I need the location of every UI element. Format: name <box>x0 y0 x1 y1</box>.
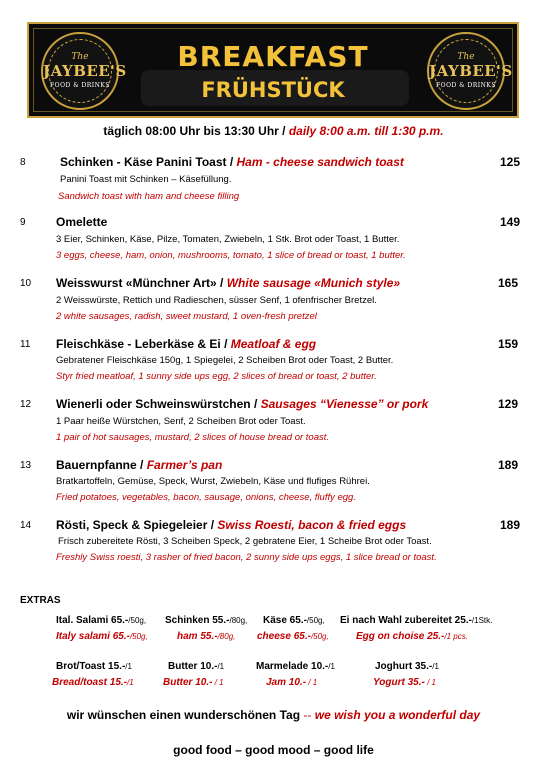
menu-subtitle: FRÜHSTÜCK <box>201 78 345 102</box>
logo-line1: The <box>457 52 475 62</box>
item-price: 189 <box>498 458 519 472</box>
item-desc-en: Styr fried meatloaf, 1 sunny side ups egg, 2 slices of bread or toast, 2 butter. <box>56 371 377 382</box>
wish-de: wir wünschen einen wunderschönen Tag <box>66 708 301 722</box>
extra-item-en: Butter 10.- / 1 <box>163 677 224 688</box>
item-title <box>56 215 107 229</box>
extra-item: Käse 65.-/50g, <box>263 615 325 626</box>
logo-line3: FOOD & DRINKS <box>435 82 496 89</box>
item-title <box>56 276 400 290</box>
item-desc-en: Sandwich toast with ham and cheese filling <box>58 191 240 202</box>
item-title-en: Meatloaf & egg <box>230 337 317 351</box>
item-desc-en: 2 white sausages, radish, sweet mustard, 1 oven-fresh pretzel <box>56 311 317 322</box>
wish-separator: -- <box>303 708 312 722</box>
hours-en: daily 8:00 a.m. till 1:30 p.m. <box>288 124 444 138</box>
item-title <box>60 155 404 169</box>
extra-item: Marmelade 10.-/1 <box>256 661 335 672</box>
item-title <box>56 518 406 532</box>
item-price: 129 <box>498 397 519 411</box>
item-desc-de: 1 Paar heiße Würstchen, Senf, 2 Scheiben Brot oder Toast. <box>56 416 306 427</box>
item-title-en: White sausage «Munich style» <box>226 276 401 290</box>
wish-en: we wish you a wonderful day <box>314 708 481 722</box>
item-price: 189 <box>500 518 521 532</box>
item-desc-de: 2 Weisswürste, Rettich und Radieschen, süsser Senf, 1 ofenfrischer Bretzel. <box>56 295 377 306</box>
item-title-en: Sausages “Vienesse” or pork <box>260 397 429 411</box>
item-title <box>56 397 428 411</box>
hours-de: täglich 08:00 Uhr bis 13:30 Uhr / <box>103 124 286 138</box>
logo-line2: JAYBEE'S <box>429 62 513 80</box>
extra-item: Butter 10.-/1 <box>168 661 225 672</box>
extra-item: Brot/Toast 15.-/1 <box>56 661 132 672</box>
item-desc-de: Bratkartoffeln, Gemüse, Speck, Wurst, Zwiebeln, Käse und flufiges Rührei. <box>56 476 370 487</box>
item-desc-de: Frisch zubereitete Rösti, 3 Scheiben Speck, 2 gebratene Eier, 1 Scheibe Brot oder Toast. <box>58 536 432 547</box>
item-number: 9 <box>20 217 26 228</box>
opening-hours <box>0 124 547 138</box>
item-number: 10 <box>20 278 32 289</box>
item-desc-de: Panini Toast mit Schinken – Käsefüllung. <box>60 174 232 185</box>
item-price: 159 <box>498 337 519 351</box>
item-title-en: Swiss Roesti, bacon & fried eggs <box>217 518 407 532</box>
item-price: 125 <box>500 155 521 169</box>
item-title-de: Schinken - Käse Panini Toast / <box>60 155 234 169</box>
extra-item-en: Bread/toast 15.-/1 <box>52 677 134 688</box>
item-number: 14 <box>20 520 32 531</box>
logo-line1: The <box>71 52 89 62</box>
extra-item-en: Italy salami 65.-/50g, <box>56 631 148 642</box>
extra-item-en: Yogurt 35.- / 1 <box>373 677 436 688</box>
jaybees-logo-right <box>427 32 513 110</box>
item-desc-en: Fried potatoes, vegetables, bacon, sausage, onions, cheese, fluffy egg. <box>56 492 356 503</box>
item-number: 12 <box>20 399 32 410</box>
item-number: 11 <box>20 339 31 350</box>
extras-heading: EXTRAS <box>20 595 61 606</box>
extra-item: Schinken 55.-/80g, <box>165 615 248 626</box>
item-title-de: Omelette <box>56 215 108 229</box>
item-price: 149 <box>500 215 521 229</box>
extra-item-en: cheese 65.-/50g, <box>257 631 329 642</box>
item-title <box>56 458 222 472</box>
extra-item-en: Jam 10.- / 1 <box>266 677 318 688</box>
item-title-de: Bauernpfanne / <box>56 458 144 472</box>
item-number: 13 <box>20 460 32 471</box>
extra-item: Joghurt 35.-/1 <box>375 661 439 672</box>
item-price: 165 <box>498 276 519 290</box>
header-banner <box>27 22 519 118</box>
extra-item: Ital. Salami 65.-/50g, <box>56 615 147 626</box>
extra-item-en: ham 55.-/80g, <box>177 631 236 642</box>
logo-line3: FOOD & DRINKS <box>49 82 110 89</box>
item-desc-de: 3 Eier, Schinken, Käse, Pilze, Tomaten, Zwiebeln, 1 Stk. Brot oder Toast, 1 Butter. <box>56 234 400 245</box>
item-title-de: Fleischkäse - Leberkäse & Ei / <box>56 337 228 351</box>
item-title <box>56 337 316 351</box>
footer-motto: good food – good mood – good life <box>173 743 374 757</box>
logo-line2: JAYBEE'S <box>43 62 127 80</box>
item-desc-de: Gebratener Fleischkäse 150g, 1 Spiegelei, 2 Scheiben Brot oder Toast, 2 Butter. <box>56 355 394 366</box>
extra-item: Ei nach Wahl zubereitet 25.-/1Stk. <box>340 615 493 626</box>
menu-title: BREAKFAST <box>177 40 369 73</box>
item-title-de: Rösti, Speck & Spiegeleier / <box>56 518 215 532</box>
item-title-de: Wienerli oder Schweinswürstchen / <box>56 397 258 411</box>
extra-item-en: Egg on choise 25.-/1 pcs. <box>356 631 468 642</box>
item-desc-en: Freshly Swiss roesti, 3 rasher of fried bacon, 2 sunny side ups eggs, 1 slice bread or toast. <box>56 552 437 563</box>
item-desc-en: 3 eggs, cheese, ham, onion, mushrooms, tomato, 1 slice of bread or toast, 1 butter. <box>56 250 406 261</box>
item-desc-en: 1 pair of hot sausages, mustard, 2 slices of house bread or toast. <box>56 432 330 443</box>
item-title-en: Ham - cheese sandwich toast <box>236 155 404 169</box>
footer-wish <box>0 708 547 722</box>
item-title-de: Weisswurst «Münchner Art» / <box>56 276 224 290</box>
item-title-en: Farmer’s pan <box>146 458 223 472</box>
item-number: 8 <box>20 157 26 168</box>
